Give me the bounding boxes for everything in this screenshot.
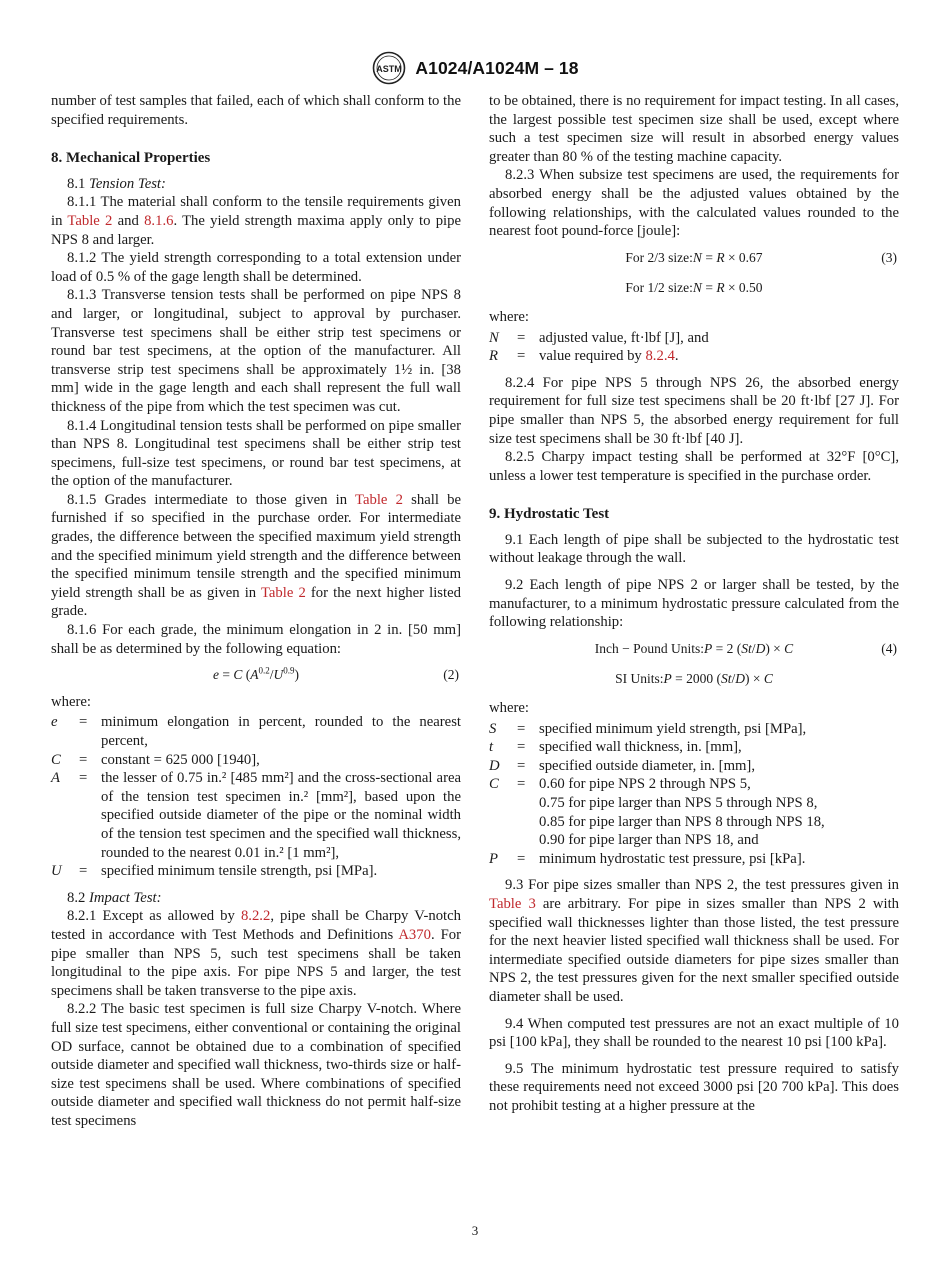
equation-number: (4) [881,640,897,656]
paragraph-9-5: 9.5 The minimum hydrostatic test pressure required to satisfy these requirements need not exceed 3000 psi [20 700 kPa]. This does not prohibit testing at a higher pressure at the [489,1060,899,1114]
page-number: 3 [471,1223,479,1238]
a370-link[interactable]: A370 [398,926,431,943]
paragraph-8-1-5: 8.1.5 Grades intermediate to those given in Table 2 shall be furnished if so specified in the purchase order. For intermediate grades, the difference between the specified maximum yield strength and the specified minimum yield strength and the difference between the specified minimum tensile strength and the specified minimum yield strength shall be as given in Table 2 for the next higher listed grade. [51,491,461,620]
paragraph-9-2: 9.2 Each length of pipe NPS 2 or larger shall be tested, by the manufacturer, to a minimum hydrostatic pressure calculated from the following relationship: [489,577,899,631]
definition-item: C = constant = 625 000 [1940], [51,751,260,768]
paragraph-intro: number of test samples that failed, each of which shall conform to the specified requirements. [51,93,461,128]
definition-item: A = the lesser of 0.75 in.² [485 mm²] and the cross-sectional area of the tension test specimen in.² [mm²], based upon the specified outside diameter of the pipe or the nominal width of the tension test specimen and the specified wall thickness, rounded to the nearest 0.01 in.² [1 mm²], [51,770,461,861]
left-column [51,92,461,1130]
paragraph-8-2-3: 8.2.3 When subsize test specimens are used, the requirements for absorbed energy shall be the adjusted values obtained by the following relationships, with the calculated values rounded to the nearest foot pound-force [joule]: [489,167,899,240]
paragraph-9-3: 9.3 For pipe sizes smaller than NPS 2, the test pressures given in Table 3 are arbitrary. For pipe in sizes smaller than NPS 2 with specified wall thicknesses lighter than those listed, the test pressure for the next heavier listed specified wall thickness shall be used. For intermediate specified outside diameters for pipe sizes smaller than NPS 2, the test pressures given for the next smaller specified outside diameter shall be used. [489,877,899,1005]
definition-item: R = value required by 8.2.4. [489,348,679,365]
equation-4a: Inch − Pound Units:P = 2 (St/D) × C (4) [489,640,899,659]
section-8-heading: 8. Mechanical Properties [51,150,211,167]
document-title: A1024/A1024M – 18 [415,57,579,78]
equation-number: (3) [881,249,897,265]
paragraph-9-1: 9.1 Each length of pipe shall be subjected to the hydrostatic test without leakage through the wall. [489,531,899,567]
section-8-1-6-link[interactable]: 8.1.6 [144,212,174,229]
where-label: where: [489,308,529,325]
paragraph-8-1-3: 8.1.3 Transverse tension tests shall be performed on pipe NPS 8 and larger, or longitudinal, subject to approval by purchaser. Transverse test specimens shall be either strip test specimens or round bar test specimens, at the option of the manufacturer. All transverse strip test specimens shall be approximately 1½ in. [38 mm] wide in the gage length and each shall represent the full wall thickness of the pipe from which the test specimen was cut. [51,287,461,415]
paragraph-9-4: 9.4 When computed test pressures are not an exact multiple of 10 psi [100 kPa], they shall be rounded to the nearest 10 psi [100 kPa]. [489,1015,899,1051]
definition-item: e = minimum elongation in percent, rounded to the nearest percent, [51,714,461,749]
paragraph-continued: to be obtained, there is no requirement for impact testing. In all cases, the largest possible test specimen size shall be used, except where such a test specimen size will result in absorbed energy values greater than 80 % of the testing machine capacity. [489,93,899,165]
definitions-list-1 [51,713,461,880]
astm-logo-icon [371,51,407,85]
table-3-link[interactable]: Table 3 [489,895,536,912]
paragraph-8-2-2: 8.2.2 The basic test specimen is full size Charpy V-notch. Where full size test specimens, either conventional or containing the original OD surface, cannot be obtained due to a combination of specified outside diameter and specified wall thickness, two-thirds size or half-size test specimens shall be used. Where combinations of specified outside diameter and specified wall thickness do not permit half-size test specimens [51,1001,461,1129]
equation-4b: SI Units:P = 2000 (St/D) × C [615,671,773,687]
paragraph-8-2: 8.2 Impact Test: [67,889,162,906]
where-label: where: [51,693,91,710]
definition-item: C = 0.60 for pipe NPS 2 through NPS 5, 0.75 for pipe larger than NPS 5 through NPS 8, 0.85 for pipe larger than NPS 8 through NPS 18, 0.90 for pipe larger than NPS 18, and [489,776,825,849]
definition-item: t = specified wall thickness, in. [mm], [489,739,742,756]
section-8-2-4-link[interactable]: 8.2.4 [645,348,675,365]
paragraph-8-2-1: 8.2.1 Except as allowed by 8.2.2, pipe shall be Charpy V-notch tested in accordance with Test Methods and Definitions A370. For pipe smaller than NPS 5, such test specimens shall be taken longitudinal to the pipe axis. For pipe NPS 5 and larger, the test specimens shall be taken transverse to the pipe axis. [51,908,461,999]
definition-item: N = adjusted value, ft·lbf [J], and [489,329,709,346]
svg-text:ASTM: ASTM [376,64,403,74]
paragraph-8-1-2: 8.1.2 The yield strength corresponding to a total extension under load of 0.5 % of the gage length shall be determined. [51,250,461,285]
section-9-heading: 9. Hydrostatic Test [489,506,610,523]
equation-2: e = C $(A^{0.2}/U^{0.9})$ (2) [51,666,461,685]
equation-3b: For 1/2 size:N = R × 0.50 [625,280,763,296]
section-8-2-2-link[interactable]: 8.2.2 [240,908,271,925]
paragraph-8-1-6: 8.1.6 For each grade, the minimum elongation in 2 in. [50 mm] shall be as determined by the following equation: [51,622,461,657]
equation-number: (2) [443,667,459,683]
right-column [489,92,899,1116]
table-2-link[interactable]: Table 2 [67,212,113,229]
table-2-link[interactable]: Table 2 [355,491,403,508]
paragraph-8-2-5: 8.2.5 Charpy impact testing shall be performed at 32°F [0°C], unless a lower test temperature is specified in the purchase order. [489,449,899,484]
paragraph-8-2-4: 8.2.4 For pipe NPS 5 through NPS 26, the absorbed energy requirement for full size test specimens shall be 20 ft·lbf [27 J]. For pipe smaller than NPS 5, the absorbed energy requirement for full size test specimens shall be 30 ft·lbf [40 J]. [489,374,899,447]
page-header [0,50,950,86]
definition-item: U = specified minimum tensile strength, psi [MPa]. [51,863,378,880]
definition-item: P = minimum hydrostatic test pressure, psi [kPa]. [489,850,806,867]
table-2-link[interactable]: Table 2 [260,584,306,601]
definitions-list-3 [489,720,899,869]
equation-3a: For 2/3 size:N = R × 0.67 (3) [489,249,899,268]
paragraph-8-1: 8.1 Tension Test: [67,175,166,192]
definition-item: D = specified outside diameter, in. [mm], [489,757,755,774]
definition-item: S = specified minimum yield strength, psi [MPa], [489,720,807,737]
definitions-list-2 [489,329,899,366]
paragraph-8-1-1: 8.1.1 The material shall conform to the tensile requirements given in Table 2 and 8.1.6. The yield strength maxima apply only to pipe NPS 8 and larger. [51,194,461,248]
where-label: where: [489,700,529,717]
paragraph-8-1-4: 8.1.4 Longitudinal tension tests shall be performed on pipe smaller than NPS 8. Longitudinal test specimens shall be either strip test specimens, full-size test specimens, or round bar test specimens, at the option of the manufacturer. [51,417,461,490]
